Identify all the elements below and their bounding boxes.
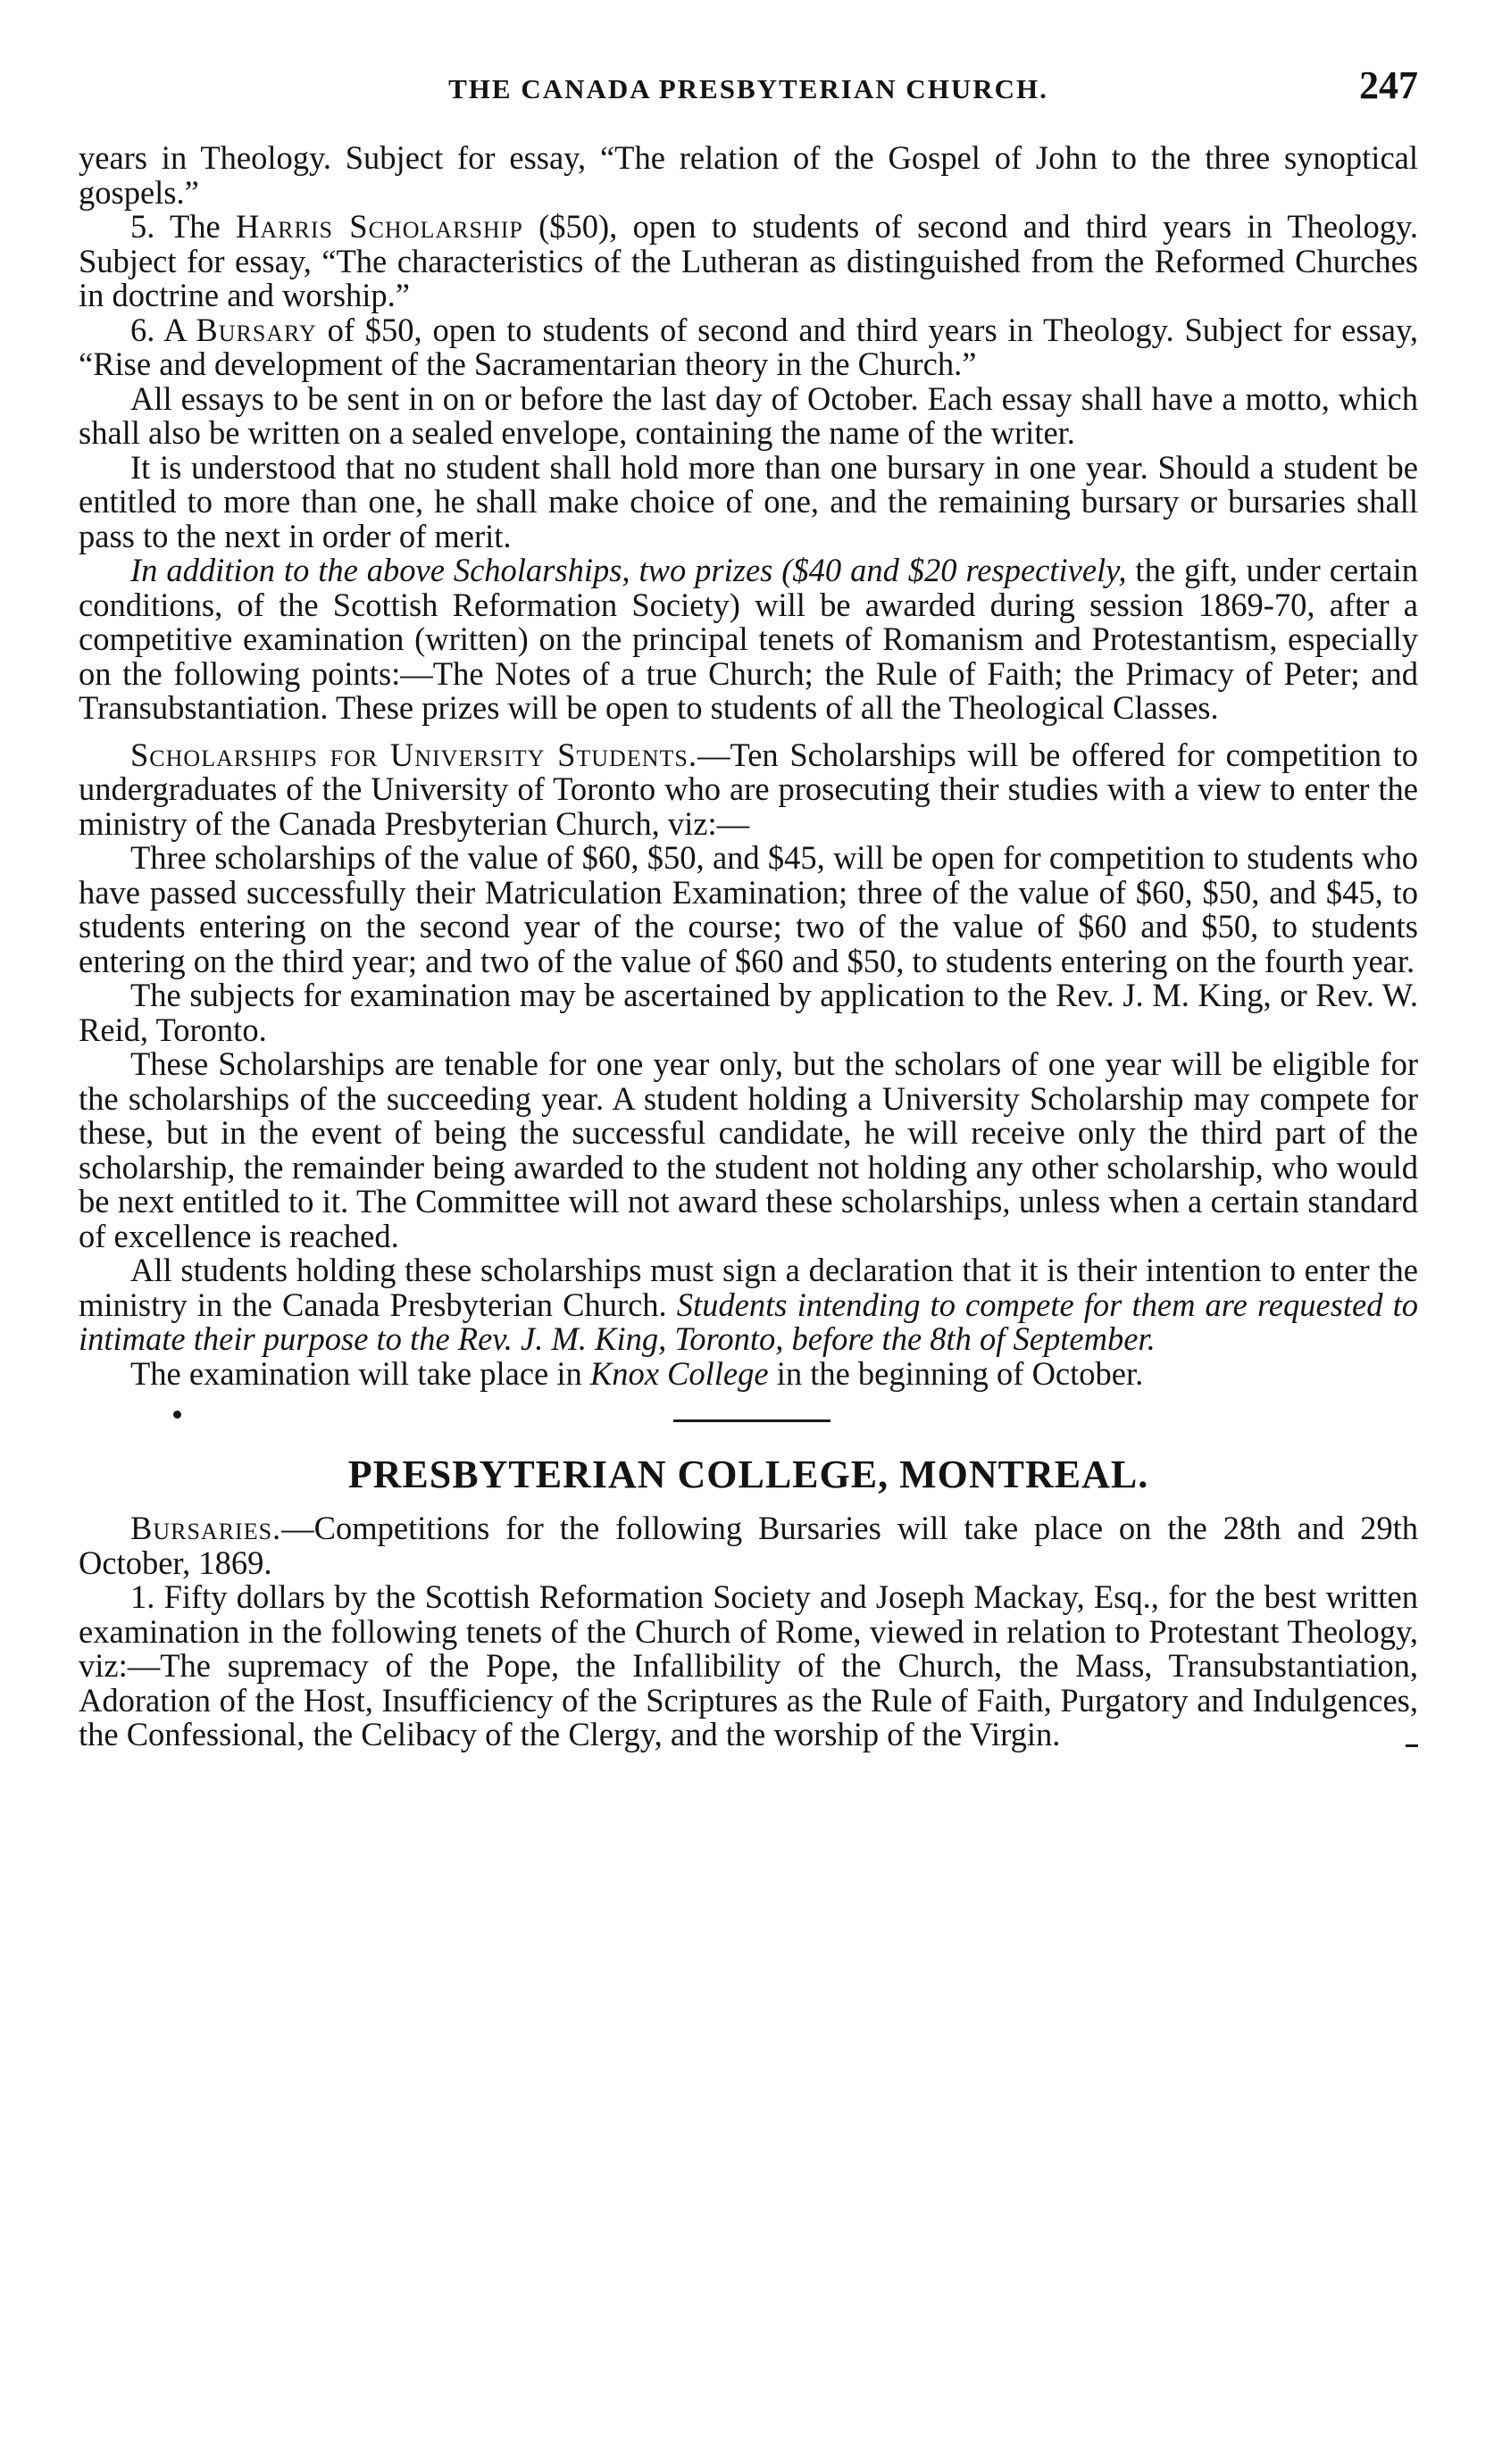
paragraph-prizes <box>79 554 1418 726</box>
montreal-college-section <box>79 1452 1418 1752</box>
paragraph-scholarship-values: Three scholarships of the value of $60, $50, and $45, will be open for competition to students who have passed successfully their Matriculation Examination; three of the value of $60, $50, and $45, to students entering on the second year of the course; two of the value of $60 and $50, to students entering on the third year; and two of the value of $60 and $50, to students entering on the fourth year. <box>79 839 1418 979</box>
fifty-dollars-text: 1. Fifty dollars by the Scottish Reformation Society and Joseph Mackay, Esq., for the best written examination in the following tenets of the Church of Rome, viewed in relation to Protestant Theology, viz:—The supremacy of the Pope, the Infallibility of the Church, the Mass, Transubstantiation, Adoration of the Host, Insufficiency of the Scriptures as the Rule of Faith, Purgatory and Indulgences, the Confessional, the Celibacy of the Clergy, and the worship of the Virgin. <box>79 1578 1418 1752</box>
declaration-italic-note: Students intending to compete for them are requested to intimate their purpose to the Rev. J. M. King, Toronto, before the 8th of September. <box>79 1286 1418 1357</box>
university-scholarships-heading: Scholarships for University Students. <box>130 736 697 773</box>
item-number: 6. A <box>130 311 196 348</box>
harris-scholarship-text: ($50), open to students of second and third years in Theology. Subject for essay, “The characteristics of the Lutheran as distinguished from the Reformed Churches in doctrine and worship.” <box>79 208 1418 313</box>
page-header <box>79 62 1418 116</box>
paragraph-tenure: These Scholarships are tenable for one year only, but the scholars of one year will be eligible for the scholarships of the succeeding year. A student holding a University Scholarship may compete for these, but in the event of being the successful candidate, he will receive only the third part of the scholarship, the remainder being awarded to the student not holding any other scholarship, who would be next entitled to it. The Committee will not award these scholarships, unless when a certain standard of excellence is reached. <box>79 1045 1418 1254</box>
examination-text-start: The examination will take place in <box>130 1354 590 1392</box>
paragraph-one-bursary-rule: It is understood that no student shall hold more than one bursary in one year. Should a student be entitled to more than one, he shall make choice of one, and the remaining bursary or bursaries shall pass to the next in order of merit. <box>79 448 1418 554</box>
bursary-text: of $50, open to students of second and third years in Theology. Subject for essay, “Rise and development of the Sacramentarian theory in the Church.” <box>79 311 1418 382</box>
page-number: 247 <box>1359 63 1418 107</box>
paragraph-bursaries-intro <box>79 1511 1418 1580</box>
end-dash-mark <box>1406 1744 1418 1747</box>
knox-college-section <box>79 141 1418 1391</box>
item-number: 5. The <box>130 208 237 245</box>
document-page <box>79 62 1418 1752</box>
examination-text-end: in the beginning of October. <box>768 1354 1144 1392</box>
paragraph-examination-place <box>79 1354 1418 1392</box>
stray-dot-mark <box>173 1411 181 1419</box>
paragraph-subjects-application: The subjects for examination may be ascertained by application to the Rev. J. M. King, or Rev. W. Reid, Toronto. <box>79 977 1418 1048</box>
paragraph-fifty-dollars-bursary <box>79 1580 1418 1752</box>
paragraph-declaration <box>79 1253 1418 1357</box>
bursaries-heading: Bursaries. <box>130 1510 282 1546</box>
harris-scholarship-heading: Harris Scholarship <box>236 208 523 245</box>
paragraph-university-scholarships <box>79 738 1418 842</box>
declaration-text: All students holding these scholarships must sign a declaration that it is their intention to enter the ministry in the Canada Presbyterian Church. <box>79 1252 1418 1323</box>
paragraph-essay-rules: All essays to be sent in on or before the last day of October. Each essay shall have a motto, which shall also be written on a sealed envelope, containing the name of the writer. <box>79 379 1418 451</box>
university-scholarships-text: —Ten Scholarships will be offered for competition to undergraduates of the University of Toronto who are prosecuting their studies with a view to enter the ministry of the Canada Presbyterian Church, viz:— <box>79 736 1418 842</box>
section-title: PRESBYTERIAN COLLEGE, MONTREAL. <box>347 1453 1149 1496</box>
paragraph-harris-scholarship <box>79 210 1418 313</box>
section-divider <box>79 1396 1418 1446</box>
bursary-heading: Bursary <box>196 311 317 348</box>
bursaries-intro-text: —Competitions for the following Bursaries will take place on the 28th and 29th October, 1869. <box>79 1510 1418 1581</box>
paragraph-essay-continuation: years in Theology. Subject for essay, “The relation of the Gospel of John to the three synoptical gospels.” <box>79 139 1418 211</box>
knox-college-italic: Knox College <box>589 1354 769 1392</box>
paragraph-bursary <box>79 313 1418 382</box>
prizes-italic-lead: In addition to the above Scholarships, two prizes ($40 and $20 respectively, <box>130 552 1127 588</box>
running-head: THE CANADA PRESBYTERIAN CHURCH. <box>448 73 1048 104</box>
prizes-text: the gift, under certain conditions, of the Scottish Reformation Society) will be awarded during session 1869-70, after a competitive examination (written) on the principal tenets of Romanism and Protestantism, especially on the following points:—The Notes of a true Church; the Rule of Faith; the Primacy of Peter; and Transubstantiation. These prizes will be open to students of all the Theological Classes. <box>79 552 1418 726</box>
divider-rule <box>673 1419 830 1422</box>
